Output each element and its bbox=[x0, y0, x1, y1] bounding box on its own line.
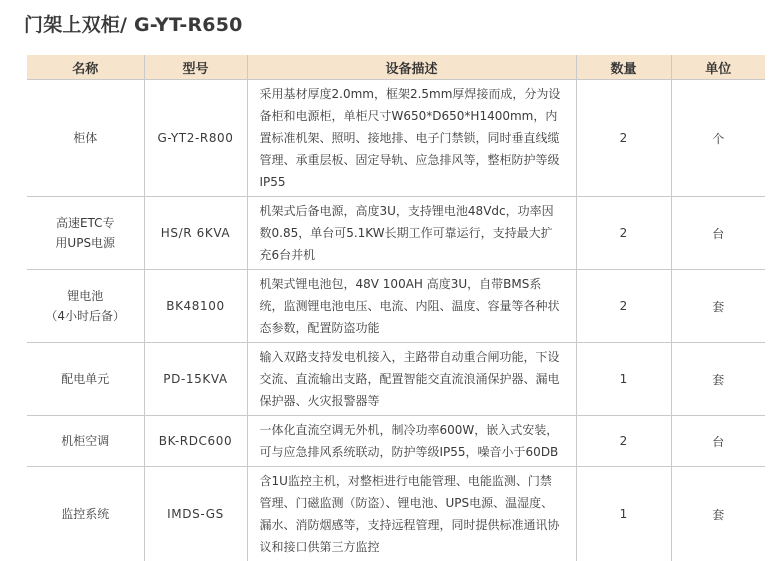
cell-desc: 一体化直流空调无外机，制冷功率600W，嵌入式安装，可与应急排风系统联动，防护等级IP55，噪音小于60DB bbox=[247, 416, 576, 467]
cell-desc: 输入双路支持发电机接入，主路带自动重合闸功能，下设交流、直流输出支路，配置智能交直流浪涌保护器、漏电保护器、火灾报警器等 bbox=[247, 343, 576, 416]
column-header-name: 名称 bbox=[27, 55, 144, 80]
cell-qty: 2 bbox=[576, 416, 671, 467]
column-header-unit: 单位 bbox=[671, 55, 765, 80]
cell-model: G-YT2-R800 bbox=[144, 80, 247, 197]
cell-name: 监控系统 bbox=[27, 467, 144, 561]
table-body bbox=[27, 80, 765, 561]
cell-desc: 机架式锂电池包，48V 100AH 高度3U，自带BMS系统，监测锂电池电压、电流、内阻、温度、容量等各种状态参数，配置防盗功能 bbox=[247, 270, 576, 343]
cell-name: 配电单元 bbox=[27, 343, 144, 416]
cell-unit: 个 bbox=[671, 80, 765, 197]
cell-model: HS/R 6KVA bbox=[144, 197, 247, 270]
cell-desc: 机架式后备电源，高度3U，支持锂电池48Vdc，功率因数0.85，单台可5.1KW长期工作可靠运行，支持最大扩充6台并机 bbox=[247, 197, 576, 270]
table-row bbox=[27, 467, 765, 561]
cell-model: PD-15KVA bbox=[144, 343, 247, 416]
cell-qty: 1 bbox=[576, 467, 671, 561]
header-row bbox=[27, 55, 765, 80]
cell-model: BK-RDC600 bbox=[144, 416, 247, 467]
cell-unit: 套 bbox=[671, 467, 765, 561]
table-row bbox=[27, 197, 765, 270]
column-header-desc: 设备描述 bbox=[247, 55, 576, 80]
cell-desc: 采用基材厚度2.0mm，框架2.5mm厚焊接而成，分为设备柜和电源柜，单柜尺寸W650*D650*H1400mm，内置标准机架、照明、接地排、电子门禁锁，同时垂直线缆管理、承重层板、固定导轨、应急排风等，整柜防护等级IP55 bbox=[247, 80, 576, 197]
cell-model: BK48100 bbox=[144, 270, 247, 343]
cell-name: 高速ETC专 用UPS电源 bbox=[27, 197, 144, 270]
cell-desc: 含1U监控主机，对整柜进行电能管理、电能监测、门禁管理、门磁监测（防盗）、锂电池、UPS电源、温湿度、漏水、消防烟感等，支持远程管理，同时提供标准通讯协议和接口供第三方监控 bbox=[247, 467, 576, 561]
table-row bbox=[27, 416, 765, 467]
cell-unit: 套 bbox=[671, 270, 765, 343]
cell-unit: 套 bbox=[671, 343, 765, 416]
cell-name: 柜体 bbox=[27, 80, 144, 197]
cell-qty: 1 bbox=[576, 343, 671, 416]
table-row bbox=[27, 80, 765, 197]
cell-qty: 2 bbox=[576, 197, 671, 270]
table-header bbox=[27, 55, 765, 80]
table-row bbox=[27, 270, 765, 343]
column-header-qty: 数量 bbox=[576, 55, 671, 80]
cell-model: IMDS-GS bbox=[144, 467, 247, 561]
page-title: 门架上双柜/ G-YT-R650 bbox=[24, 10, 243, 37]
cell-qty: 2 bbox=[576, 80, 671, 197]
equipment-spec-table bbox=[27, 55, 765, 561]
column-header-model: 型号 bbox=[144, 55, 247, 80]
cell-unit: 台 bbox=[671, 197, 765, 270]
cell-qty: 2 bbox=[576, 270, 671, 343]
cell-name: 锂电池 （4小时后备） bbox=[27, 270, 144, 343]
cell-unit: 台 bbox=[671, 416, 765, 467]
cell-name: 机柜空调 bbox=[27, 416, 144, 467]
table-row bbox=[27, 343, 765, 416]
